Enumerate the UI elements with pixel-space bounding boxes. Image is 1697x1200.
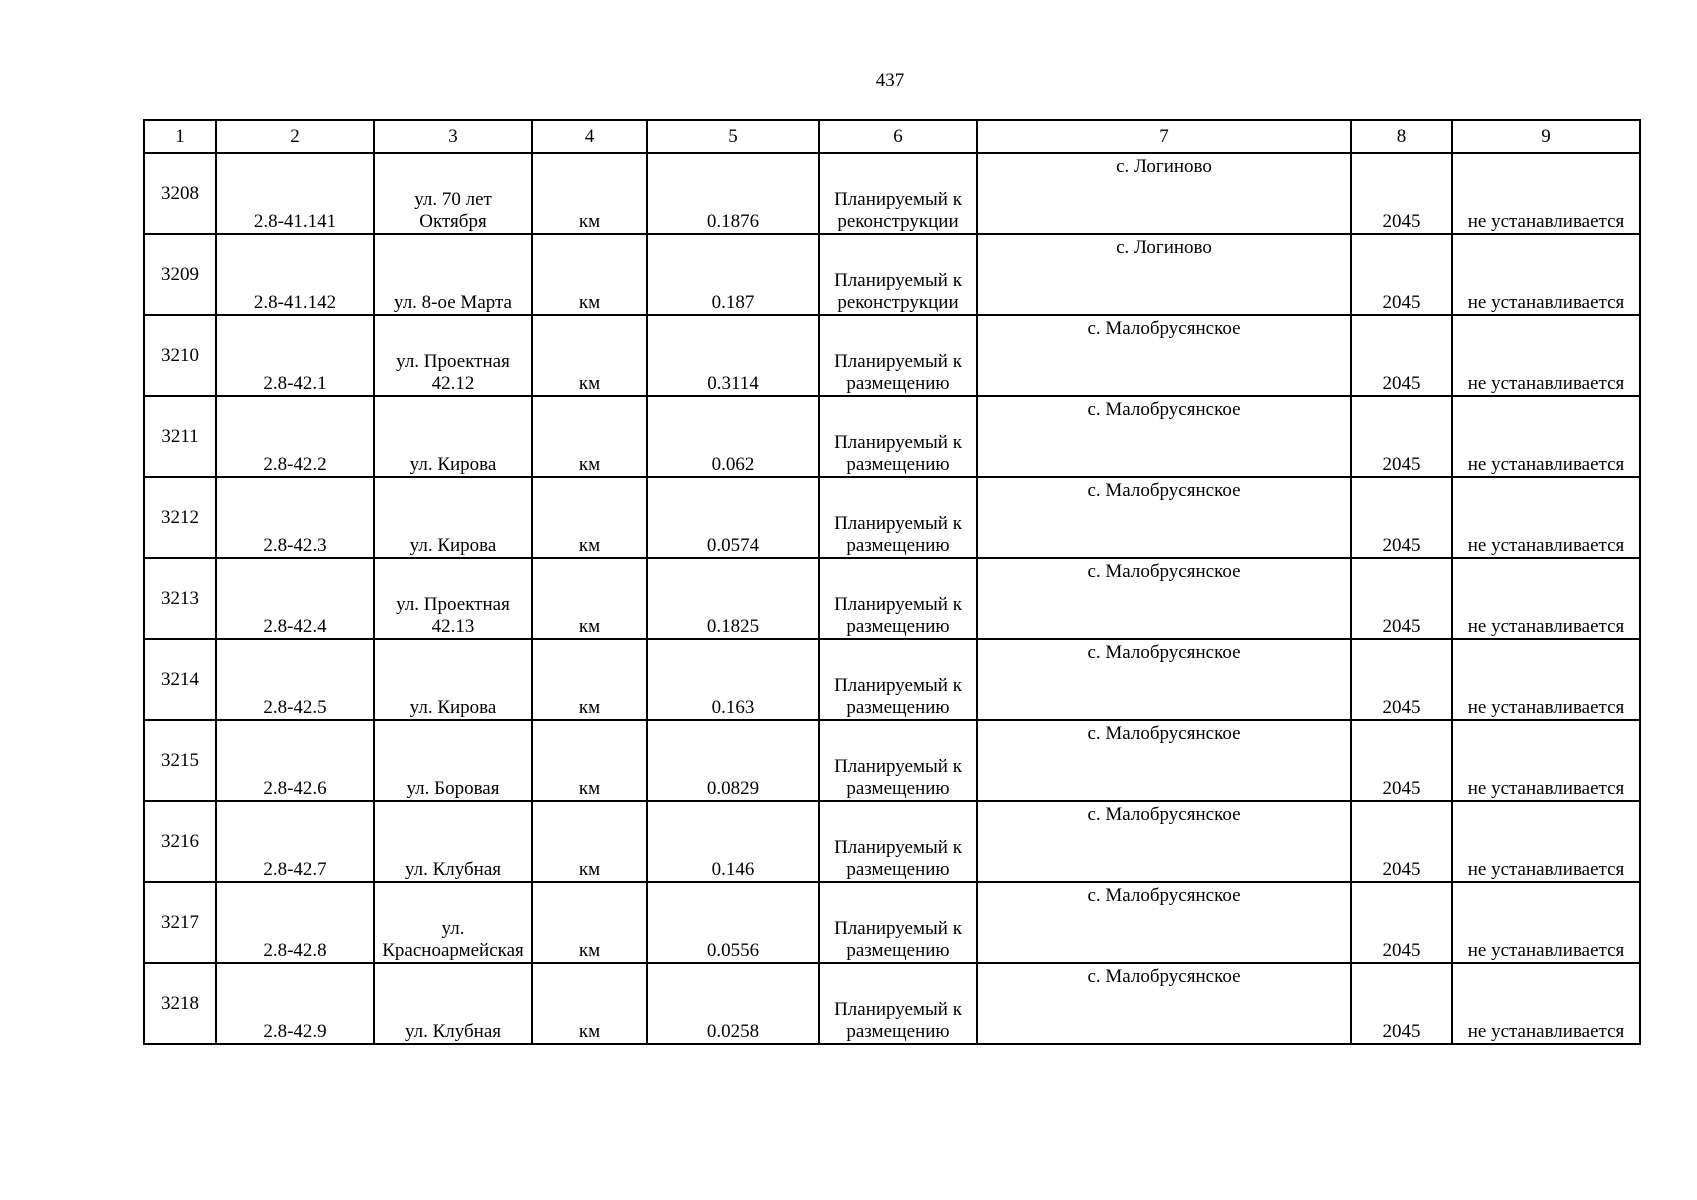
status-cell: Планируемый к размещению [819, 396, 977, 477]
column-header: 1 [144, 120, 216, 153]
table-row [144, 801, 1640, 882]
object-code: 2.8-42.8 [216, 882, 374, 963]
year-cell: 2045 [1351, 801, 1452, 882]
object-code: 2.8-42.7 [216, 801, 374, 882]
year-cell: 2045 [1351, 234, 1452, 315]
unit-cell: км [532, 558, 647, 639]
location-cell: с. Малобрусянское [977, 477, 1351, 558]
length-value: 0.1825 [647, 558, 819, 639]
row-number: 3211 [144, 396, 216, 477]
status-cell: Планируемый к размещению [819, 963, 977, 1044]
location-cell: с. Малобрусянское [977, 801, 1351, 882]
table-row [144, 963, 1640, 1044]
column-header: 7 [977, 120, 1351, 153]
length-value: 0.146 [647, 801, 819, 882]
object-name: ул. Кирова [374, 639, 532, 720]
column-header: 6 [819, 120, 977, 153]
note-cell: не устанавливается [1452, 963, 1640, 1044]
object-code: 2.8-42.6 [216, 720, 374, 801]
length-value: 0.1876 [647, 153, 819, 234]
location-cell: с. Малобрусянское [977, 315, 1351, 396]
row-number: 3213 [144, 558, 216, 639]
object-name: ул. Красноармейская [374, 882, 532, 963]
status-cell: Планируемый к размещению [819, 720, 977, 801]
row-number: 3209 [144, 234, 216, 315]
year-cell: 2045 [1351, 639, 1452, 720]
row-number: 3208 [144, 153, 216, 234]
object-name: ул. Кирова [374, 477, 532, 558]
unit-cell: км [532, 882, 647, 963]
unit-cell: км [532, 153, 647, 234]
year-cell: 2045 [1351, 720, 1452, 801]
table-row [144, 234, 1640, 315]
length-value: 0.3114 [647, 315, 819, 396]
page-number: 437 [875, 70, 905, 91]
object-name: ул. Проектная 42.13 [374, 558, 532, 639]
status-cell: Планируемый к реконструкции [819, 153, 977, 234]
object-code: 2.8-42.9 [216, 963, 374, 1044]
location-cell: с. Малобрусянское [977, 396, 1351, 477]
column-header: 8 [1351, 120, 1452, 153]
row-number: 3210 [144, 315, 216, 396]
object-code: 2.8-42.1 [216, 315, 374, 396]
year-cell: 2045 [1351, 153, 1452, 234]
status-cell: Планируемый к размещению [819, 477, 977, 558]
unit-cell: км [532, 396, 647, 477]
note-cell: не устанавливается [1452, 720, 1640, 801]
object-code: 2.8-41.141 [216, 153, 374, 234]
unit-cell: км [532, 963, 647, 1044]
note-cell: не устанавливается [1452, 558, 1640, 639]
year-cell: 2045 [1351, 882, 1452, 963]
year-cell: 2045 [1351, 315, 1452, 396]
length-value: 0.062 [647, 396, 819, 477]
header-row [144, 120, 1640, 153]
table-row [144, 639, 1640, 720]
unit-cell: км [532, 315, 647, 396]
year-cell: 2045 [1351, 477, 1452, 558]
year-cell: 2045 [1351, 963, 1452, 1044]
object-name: ул. Кирова [374, 396, 532, 477]
note-cell: не устанавливается [1452, 153, 1640, 234]
object-name: ул. 8-ое Марта [374, 234, 532, 315]
status-cell: Планируемый к размещению [819, 882, 977, 963]
year-cell: 2045 [1351, 396, 1452, 477]
table-row [144, 315, 1640, 396]
status-cell: Планируемый к размещению [819, 315, 977, 396]
length-value: 0.0556 [647, 882, 819, 963]
column-header: 9 [1452, 120, 1640, 153]
table-row [144, 720, 1640, 801]
length-value: 0.0258 [647, 963, 819, 1044]
object-name: ул. Клубная [374, 963, 532, 1044]
note-cell: не устанавливается [1452, 882, 1640, 963]
row-number: 3212 [144, 477, 216, 558]
location-cell: с. Малобрусянское [977, 639, 1351, 720]
location-cell: с. Малобрусянское [977, 558, 1351, 639]
column-header: 5 [647, 120, 819, 153]
note-cell: не устанавливается [1452, 234, 1640, 315]
status-cell: Планируемый к размещению [819, 558, 977, 639]
table-row [144, 882, 1640, 963]
location-cell: с. Малобрусянское [977, 720, 1351, 801]
object-code: 2.8-41.142 [216, 234, 374, 315]
location-cell: с. Малобрусянское [977, 963, 1351, 1044]
location-cell: с. Логиново [977, 153, 1351, 234]
column-header: 2 [216, 120, 374, 153]
unit-cell: км [532, 720, 647, 801]
row-number: 3217 [144, 882, 216, 963]
location-cell: с. Малобрусянское [977, 882, 1351, 963]
object-name: ул. Проектная 42.12 [374, 315, 532, 396]
table-row [144, 153, 1640, 234]
unit-cell: км [532, 234, 647, 315]
table-row [144, 477, 1640, 558]
row-number: 3214 [144, 639, 216, 720]
row-number: 3215 [144, 720, 216, 801]
column-header: 3 [374, 120, 532, 153]
length-value: 0.0829 [647, 720, 819, 801]
object-code: 2.8-42.5 [216, 639, 374, 720]
note-cell: не устанавливается [1452, 315, 1640, 396]
table-row [144, 558, 1640, 639]
registry-table [143, 119, 1641, 1045]
object-name: ул. Боровая [374, 720, 532, 801]
length-value: 0.0574 [647, 477, 819, 558]
object-code: 2.8-42.4 [216, 558, 374, 639]
note-cell: не устанавливается [1452, 639, 1640, 720]
unit-cell: км [532, 801, 647, 882]
note-cell: не устанавливается [1452, 801, 1640, 882]
year-cell: 2045 [1351, 558, 1452, 639]
table-row [144, 396, 1640, 477]
unit-cell: км [532, 639, 647, 720]
length-value: 0.187 [647, 234, 819, 315]
object-name: ул. Клубная [374, 801, 532, 882]
note-cell: не устанавливается [1452, 396, 1640, 477]
row-number: 3218 [144, 963, 216, 1044]
status-cell: Планируемый к реконструкции [819, 234, 977, 315]
column-header: 4 [532, 120, 647, 153]
object-code: 2.8-42.2 [216, 396, 374, 477]
status-cell: Планируемый к размещению [819, 801, 977, 882]
unit-cell: км [532, 477, 647, 558]
row-number: 3216 [144, 801, 216, 882]
status-cell: Планируемый к размещению [819, 639, 977, 720]
length-value: 0.163 [647, 639, 819, 720]
location-cell: с. Логиново [977, 234, 1351, 315]
object-code: 2.8-42.3 [216, 477, 374, 558]
object-name: ул. 70 лет Октября [374, 153, 532, 234]
note-cell: не устанавливается [1452, 477, 1640, 558]
